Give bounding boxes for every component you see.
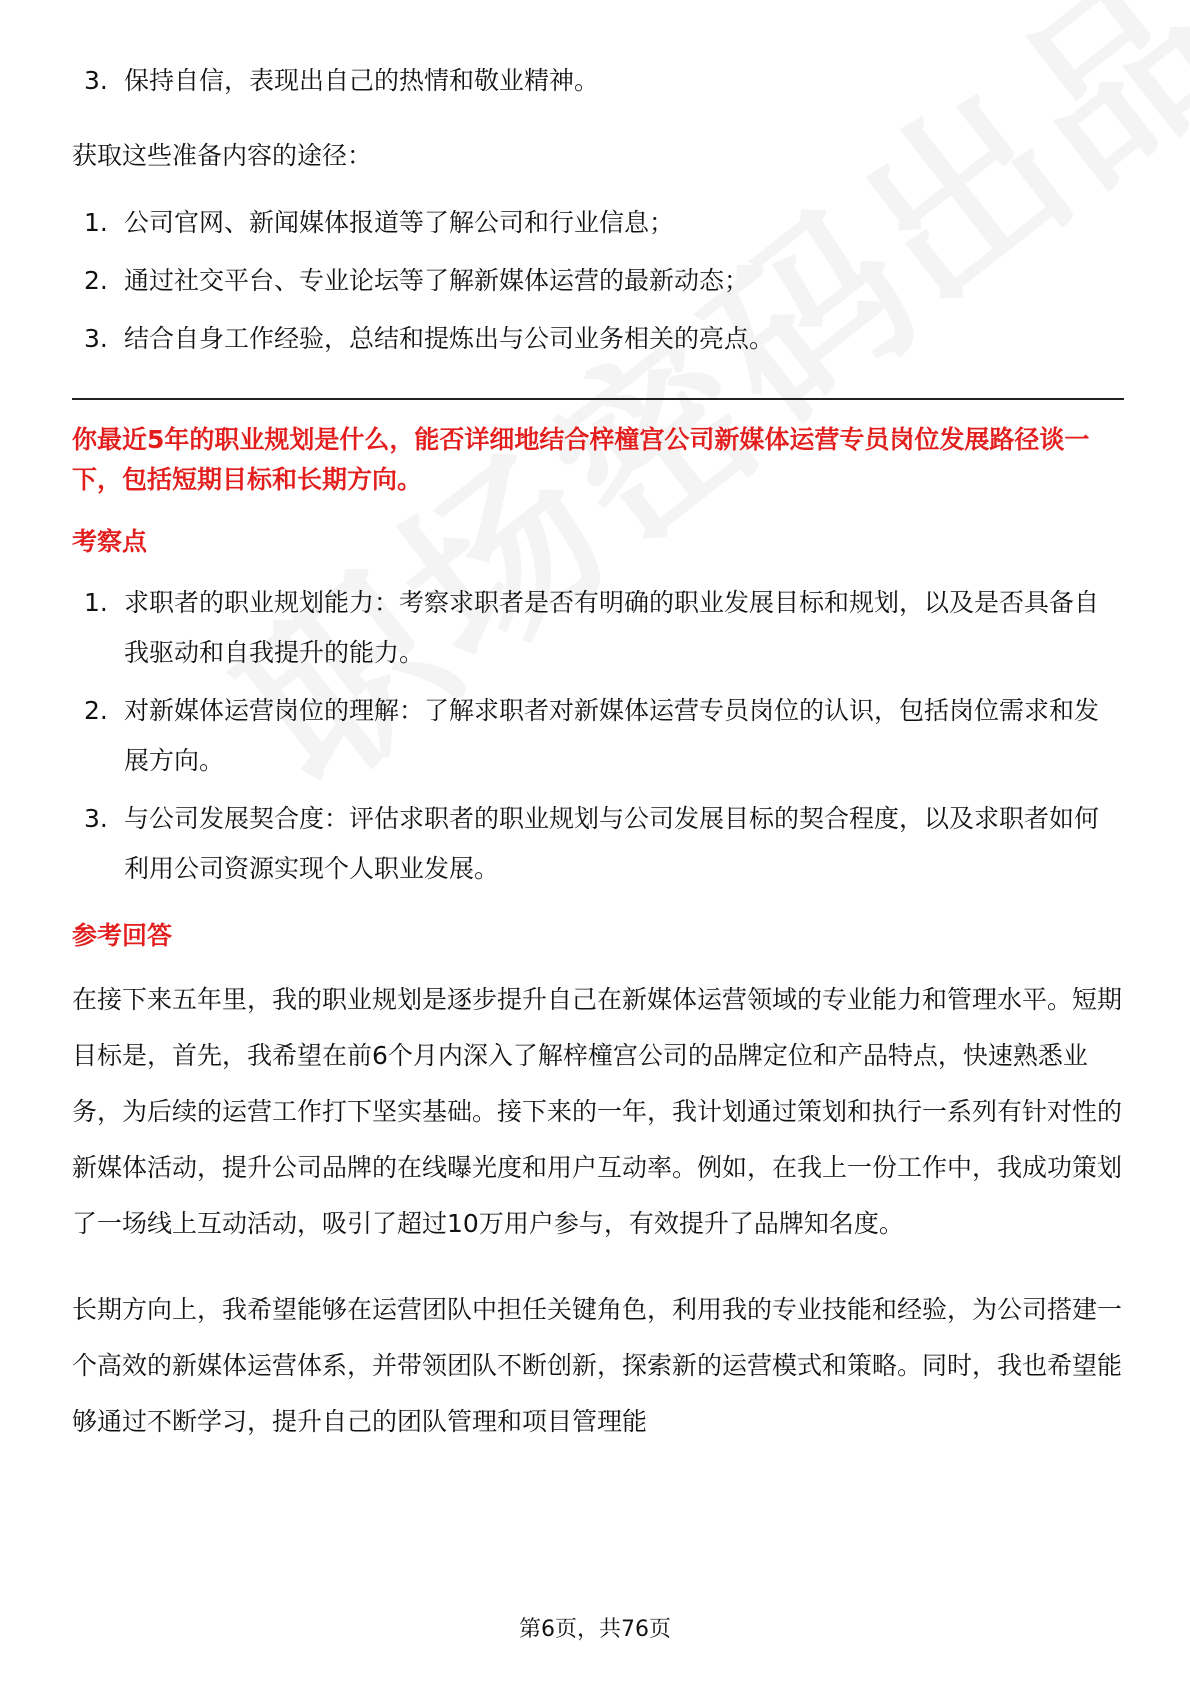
list-number: 3. <box>84 804 108 833</box>
list-number: 2. <box>84 266 108 295</box>
list-text: 对新媒体运营岗位的理解：了解求职者对新媒体运营专员岗位的认识，包括岗位需求和发展方向。 <box>124 696 1100 775</box>
reference-answer-heading: 参考回答 <box>72 921 173 950</box>
list-number: 1. <box>84 208 108 237</box>
exam-points-heading: 考察点 <box>72 527 148 556</box>
exam-points-list <box>72 578 1122 894</box>
page-content <box>72 56 1122 1450</box>
ways-intro: 获取这些准备内容的途径： <box>72 141 373 170</box>
list-item <box>72 198 1122 248</box>
list-item <box>72 56 1122 106</box>
list-item <box>72 578 1122 678</box>
list-item <box>72 794 1122 894</box>
list-text: 保持自信，表现出自己的热情和敬业精神。 <box>124 66 600 95</box>
list-item <box>72 314 1122 364</box>
top-list <box>72 56 1122 106</box>
list-number: 1. <box>84 588 108 617</box>
list-item <box>72 256 1122 306</box>
list-item <box>72 686 1122 786</box>
list-number: 3. <box>84 66 108 95</box>
list-text: 通过社交平台、专业论坛等了解新媒体运营的最新动态； <box>124 266 750 295</box>
list-number: 2. <box>84 696 108 725</box>
answer-paragraph: 在接下来五年里，我的职业规划是逐步提升自己在新媒体运营领域的专业能力和管理水平。短期目标是，首先，我希望在前6个月内深入了解梓橦宫公司的品牌定位和产品特点，快速熟悉业务，为后续的运营工作打下坚实基础。接下来的一年，我计划通过策划和执行一系列有针对性的新媒体活动，提升公司品牌的在线曝光度和用户互动率。例如，在我上一份工作中，我成功策划了一场线上互动活动，吸引了超过10万用户参与，有效提升了品牌知名度。 <box>72 985 1123 1238</box>
list-text: 求职者的职业规划能力：考察求职者是否有明确的职业发展目标和规划，以及是否具备自我驱动和自我提升的能力。 <box>124 588 1100 667</box>
list-text: 公司官网、新闻媒体报道等了解公司和行业信息； <box>124 208 675 237</box>
list-text: 结合自身工作经验，总结和提炼出与公司业务相关的亮点。 <box>124 324 775 353</box>
section-divider <box>72 398 1124 400</box>
answer-paragraph: 长期方向上，我希望能够在运营团队中担任关键角色，利用我的专业技能和经验，为公司搭建一个高效的新媒体运营体系，并带领团队不断创新，探索新的运营模式和策略。同时，我也希望能够通过不断学习，提升自己的团队管理和项目管理能 <box>72 1295 1123 1436</box>
ways-list <box>72 198 1122 364</box>
interview-question: 你最近5年的职业规划是什么，能否详细地结合梓橦宫公司新媒体运营专员岗位发展路径谈一下，包括短期目标和长期方向。 <box>72 425 1090 494</box>
page-number-footer: 第6页，共76页 <box>519 1617 671 1642</box>
list-text: 与公司发展契合度：评估求职者的职业规划与公司发展目标的契合程度，以及求职者如何利用公司资源实现个人职业发展。 <box>124 804 1100 883</box>
list-number: 3. <box>84 324 108 353</box>
